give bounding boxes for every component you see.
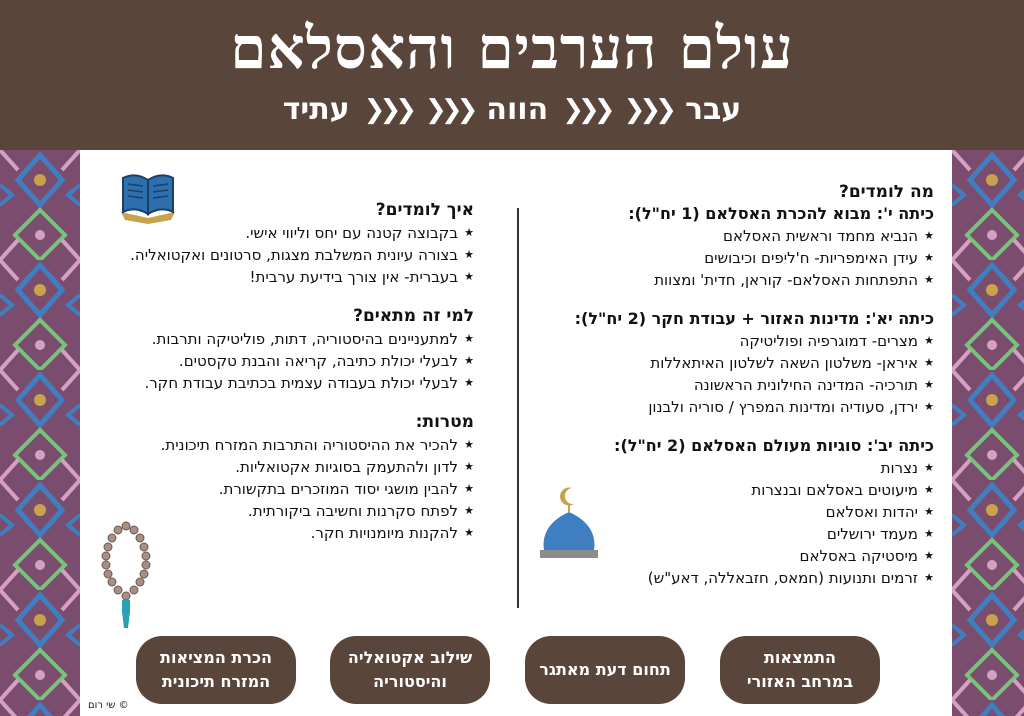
list-item: ★ להכיר את ההיסטוריה והתרבות המזרח תיכונית. <box>44 434 474 456</box>
button-line: הכרת המציאות <box>160 648 272 667</box>
regional-orientation-button <box>720 636 880 704</box>
middle-east-reality-button <box>136 636 296 704</box>
chevrons-icon: ❮❮❮ <box>623 94 671 125</box>
time-future: עתיד <box>282 92 350 127</box>
goals-heading: מטרות: <box>415 412 474 432</box>
grade10-heading: כיתה י': מבוא להכרת האסלאם (1 יח"ל): <box>628 204 934 223</box>
timeline-subtitle <box>0 92 1024 127</box>
list-item: ★ בעברית- אין צורך בידיעת ערבית! <box>44 266 474 288</box>
section-heading: מה לומדים? <box>838 182 934 202</box>
prayer-beads-icon <box>100 520 152 634</box>
chevrons-icon: ❮❮❮ <box>363 94 412 125</box>
column-divider <box>517 208 519 608</box>
list-item: ★ להבין מושגי יסוד המוזכרים בתקשורת. <box>44 478 474 500</box>
time-past: עבר <box>684 92 742 127</box>
list-item: ★ עידן האימפריות- ח'ליפים וכיבושים <box>534 247 934 269</box>
page-title: עולם הערבים והאסלאם <box>230 14 794 82</box>
grade11-list <box>534 330 934 418</box>
list-item: ★ מיעוטים באסלאם ובנצרות <box>534 479 934 501</box>
list-item: ★ ירדן, סעודיה ומדינות המפרץ / סוריה ולבנון <box>534 396 934 418</box>
chevrons-icon: ❮❮❮ <box>425 94 473 125</box>
button-line: המזרח תיכונית <box>161 672 271 691</box>
list-item: ★ מעמד ירושלים <box>534 523 934 545</box>
grade10-list <box>534 225 934 291</box>
mosque-dome-icon <box>536 486 602 570</box>
list-item: ★ זרמים ותנועות (חמאס, חזבאללה, דאע"ש) <box>534 567 934 589</box>
header-banner <box>0 0 1024 150</box>
list-item: ★ יהדות ואסלאם <box>534 501 934 523</box>
chevrons-icon: ❮❮❮ <box>562 94 610 125</box>
list-item: ★ למתעניינים בהיסטוריה, דתות, פוליטיקה ותרבות. <box>44 328 474 350</box>
button-line: במרחב האזורי <box>746 672 854 691</box>
list-item: ★ תורכיה- המדינה החילונית הראשונה <box>534 374 934 396</box>
list-item: ★ לדון ולהתעמק בסוגיות אקטואליות. <box>44 456 474 478</box>
current-affairs-history-button <box>330 636 490 704</box>
info-column <box>44 200 474 562</box>
who-heading: למי זה מתאים? <box>353 306 474 326</box>
list-item: ★ מצרים- דמוגרפיה ופוליטיקה <box>534 330 934 352</box>
button-line: התמצאות <box>764 648 837 667</box>
list-item: ★ בצורה עיונית המשלבת מצגות, סרטונים ואקטואליה. <box>44 244 474 266</box>
main-content <box>80 150 952 716</box>
list-item: ★ לבעלי יכולת כתיבה, קריאה והבנת טקסטים. <box>44 350 474 372</box>
button-line: שילוב אקטואליה <box>347 648 473 667</box>
how-heading: איך לומדים? <box>375 200 474 220</box>
button-line: והיסטוריה <box>373 672 447 691</box>
list-item: ★ להקנות מיומנויות חקר. <box>44 522 474 544</box>
list-item: ★ בקבוצה קטנה עם יחס וליווי אישי. <box>44 222 474 244</box>
credit-text: © שי רום <box>88 700 129 711</box>
list-item: ★ איראן- משלטון השאה לשלטון האיתאללות <box>534 352 934 374</box>
list-item: ★ נצרות <box>534 457 934 479</box>
decorative-pattern-right <box>952 150 1024 716</box>
how-list <box>44 222 474 288</box>
list-item: ★ התפתחות האסלאם- קוראן, חדית' ומצוות <box>534 269 934 291</box>
time-present: הווה <box>486 92 549 127</box>
list-item: ★ הנביא מחמד וראשית האסלאם <box>534 225 934 247</box>
list-item: ★ מיסטיקה באסלאם <box>534 545 934 567</box>
grade12-heading: כיתה יב': סוגיות מעולם האסלאם (2 יח"ל): <box>614 436 934 455</box>
button-line: תחום דעת מאתגר <box>539 660 671 679</box>
list-item: ★ לבעלי יכולת בעבודה עצמית בכתיבת עבודת חקר. <box>44 372 474 394</box>
list-item: ★ לפתח סקרנות וחשיבה ביקורתית. <box>44 500 474 522</box>
challenging-field-button <box>525 636 685 704</box>
book-icon <box>117 172 179 228</box>
who-list <box>44 328 474 394</box>
grade11-heading: כיתה יא': מדינות האזור + עבודת חקר (2 יח"ל): <box>574 309 934 328</box>
